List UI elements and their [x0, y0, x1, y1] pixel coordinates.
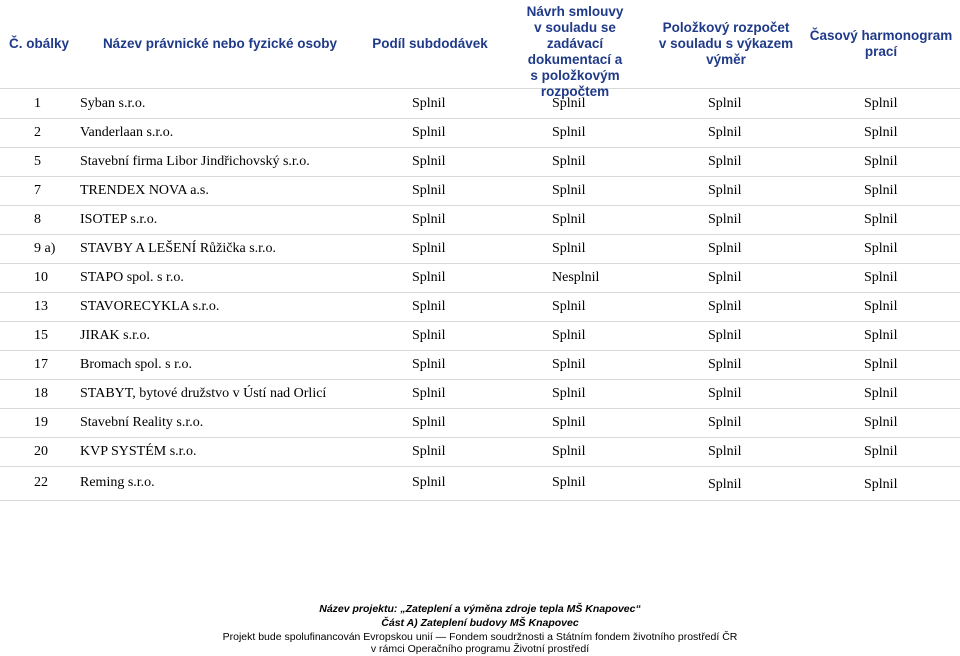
table-row	[0, 466, 960, 501]
cell-podil: Splnil	[412, 386, 446, 401]
cell-cislo: 5	[34, 154, 41, 169]
cell-podil: Splnil	[412, 270, 446, 285]
cell-cislo: 20	[34, 444, 48, 459]
cell-casovy: Splnil	[864, 415, 898, 430]
cell-casovy: Splnil	[864, 386, 898, 401]
footer-project-part: Část A) Zateplení budovy MŠ Knapovec	[381, 617, 579, 629]
cell-polozkovy: Splnil	[708, 299, 742, 314]
cell-casovy: Splnil	[864, 477, 898, 492]
cell-podil: Splnil	[412, 357, 446, 372]
table-row	[0, 350, 960, 380]
cell-nazev: Vanderlaan s.r.o.	[80, 125, 174, 140]
cell-nazev: STAPO spol. s r.o.	[80, 270, 184, 285]
cell-nazev: STAVBY A LEŠENÍ Růžička s.r.o.	[80, 241, 277, 256]
cell-cislo: 8	[34, 212, 41, 227]
cell-cislo: 9 a)	[34, 241, 56, 256]
cell-nazev: Stavební firma Libor Jindřichovský s.r.o.	[80, 154, 310, 169]
cell-casovy: Splnil	[864, 270, 898, 285]
cell-cislo: 2	[34, 125, 41, 140]
header-navrh-line: v souladu se zadávací	[534, 20, 616, 51]
cell-podil: Splnil	[412, 444, 446, 459]
cell-casovy: Splnil	[864, 357, 898, 372]
header-navrh-smlouvy	[508, 4, 642, 100]
table-row	[0, 89, 960, 119]
cell-podil: Splnil	[412, 183, 446, 198]
cell-nazev: Reming s.r.o.	[80, 475, 155, 490]
cell-navrh: Splnil	[552, 299, 586, 314]
header-navrh-line: dokumentací a	[527, 52, 623, 67]
header-navrh-line: Návrh smlouvy	[526, 4, 624, 19]
cell-casovy: Splnil	[864, 183, 898, 198]
cell-navrh: Splnil	[552, 212, 586, 227]
cell-nazev: KVP SYSTÉM s.r.o.	[80, 444, 197, 459]
cell-cislo: 1	[34, 96, 41, 111]
cell-navrh: Splnil	[552, 386, 586, 401]
cell-cislo: 13	[34, 299, 48, 314]
cell-casovy: Splnil	[864, 154, 898, 169]
cell-navrh: Splnil	[552, 154, 586, 169]
cell-polozkovy: Splnil	[708, 125, 742, 140]
table-row	[0, 263, 960, 293]
cell-polozkovy: Splnil	[708, 183, 742, 198]
cell-nazev: Bromach spol. s r.o.	[80, 357, 192, 372]
cell-nazev: TRENDEX NOVA a.s.	[80, 183, 209, 198]
table-row	[0, 147, 960, 177]
header-navrh-line: rozpočtem	[540, 84, 610, 99]
cell-podil: Splnil	[412, 96, 446, 111]
cell-polozkovy: Splnil	[708, 477, 742, 492]
cell-casovy: Splnil	[864, 328, 898, 343]
cell-navrh: Splnil	[552, 328, 586, 343]
cell-cislo: 19	[34, 415, 48, 430]
cell-cislo: 15	[34, 328, 48, 343]
cell-nazev: JIRAK s.r.o.	[80, 328, 151, 343]
cell-polozkovy: Splnil	[708, 270, 742, 285]
cell-casovy: Splnil	[864, 444, 898, 459]
cell-navrh: Splnil	[552, 183, 586, 198]
cell-cislo: 22	[34, 475, 48, 490]
cell-nazev: STABYT, bytové družstvo v Ústí nad Orlicí	[80, 386, 327, 401]
header-casovy-line: Časový harmonogram	[809, 28, 953, 43]
cell-navrh: Splnil	[552, 125, 586, 140]
cell-navrh: Splnil	[552, 241, 586, 256]
cell-polozkovy: Splnil	[708, 415, 742, 430]
cell-polozkovy: Splnil	[708, 357, 742, 372]
cell-navrh: Splnil	[552, 444, 586, 459]
cell-podil: Splnil	[412, 299, 446, 314]
cell-polozkovy: Splnil	[708, 328, 742, 343]
header-polozkovy-line: v souladu s výkazem	[658, 36, 794, 51]
cell-polozkovy: Splnil	[708, 386, 742, 401]
cell-casovy: Splnil	[864, 125, 898, 140]
table-row	[0, 292, 960, 322]
cell-casovy: Splnil	[864, 299, 898, 314]
cell-podil: Splnil	[412, 241, 446, 256]
table-header	[0, 0, 960, 99]
cell-navrh: Splnil	[552, 357, 586, 372]
cell-casovy: Splnil	[864, 96, 898, 111]
table-row	[0, 437, 960, 467]
cell-podil: Splnil	[412, 212, 446, 227]
cell-navrh: Splnil	[552, 475, 586, 490]
cell-polozkovy: Splnil	[708, 444, 742, 459]
cell-nazev: Syban s.r.o.	[80, 96, 146, 111]
table-row	[0, 176, 960, 206]
header-casovy-line: prací	[864, 44, 898, 59]
cell-nazev: ISOTEP s.r.o.	[80, 212, 158, 227]
cell-cislo: 18	[34, 386, 48, 401]
footer-programme: v rámci Operačního programu Životní prostředí	[370, 643, 590, 655]
footer-cofinancing: Projekt bude spolufinancován Evropskou unií — Fondem soudržnosti a Státním fondem životního prostředí ČR	[222, 631, 738, 643]
cell-casovy: Splnil	[864, 212, 898, 227]
cell-casovy: Splnil	[864, 241, 898, 256]
footer-project-name: Název projektu: „Zateplení a výměna zdroje tepla MŠ Knapovec“	[319, 603, 641, 615]
cell-navrh: Splnil	[552, 96, 586, 111]
header-polozkovy-rozpocet	[656, 20, 796, 68]
cell-polozkovy: Splnil	[708, 96, 742, 111]
table-row	[0, 321, 960, 351]
cell-podil: Splnil	[412, 328, 446, 343]
table-row	[0, 205, 960, 235]
cell-navrh: Nesplnil	[552, 270, 600, 285]
table-row	[0, 234, 960, 264]
cell-podil: Splnil	[412, 125, 446, 140]
header-cislo-obalky: Č. obálky	[8, 36, 70, 51]
cell-polozkovy: Splnil	[708, 241, 742, 256]
cell-cislo: 10	[34, 270, 48, 285]
cell-cislo: 17	[34, 357, 48, 372]
cell-polozkovy: Splnil	[708, 212, 742, 227]
header-casovy-harmonogram	[806, 28, 956, 60]
table-row	[0, 379, 960, 409]
cell-cislo: 7	[34, 183, 41, 198]
cell-navrh: Splnil	[552, 415, 586, 430]
cell-polozkovy: Splnil	[708, 154, 742, 169]
header-polozkovy-line: výměr	[706, 52, 746, 67]
header-nazev: Název právnické nebo fyzické osoby	[102, 36, 338, 51]
table-row	[0, 408, 960, 438]
cell-nazev: Stavební Reality s.r.o.	[80, 415, 204, 430]
cell-nazev: STAVORECYKLA s.r.o.	[80, 299, 220, 314]
table-row	[0, 118, 960, 148]
cell-podil: Splnil	[412, 475, 446, 490]
cell-podil: Splnil	[412, 415, 446, 430]
header-podil-subdodavek: Podíl subdodávek	[372, 36, 488, 51]
header-polozkovy-line: Položkový rozpočet	[662, 20, 790, 35]
cell-podil: Splnil	[412, 154, 446, 169]
header-navrh-line: s položkovým	[530, 68, 620, 83]
